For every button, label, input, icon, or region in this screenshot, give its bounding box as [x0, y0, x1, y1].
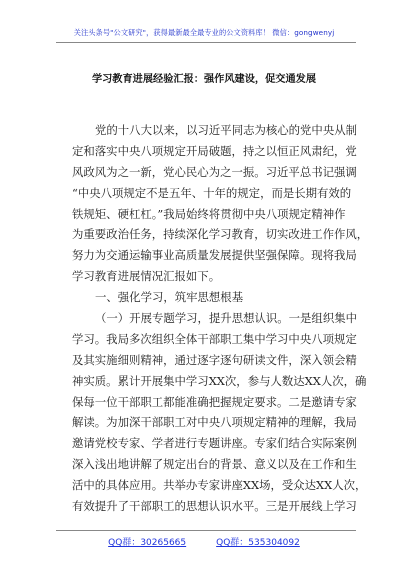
body-line: 神实质。累计开展集中学习XX次，参与人数达XX人次，确	[72, 373, 367, 388]
header-banner: 关注头条号"公文研究"，获得最新最全最专业的公文资料库！ 微信：gongwenyj	[73, 28, 335, 37]
body-line: 解读。为加深干部职工对中央八项规定精神的理解，我局	[72, 415, 357, 430]
document-body	[72, 120, 369, 517]
body-line: 深入浅出地讲解了规定出台的背景、意义以及在工作和生	[72, 457, 357, 472]
body-line: 活中的具体应用。共举办专家讲座XX场，受众达XX人次，	[72, 478, 367, 493]
body-line: 党的十八大以来，以习近平同志为核心的党中央从制	[95, 123, 357, 137]
body-line: 保每一位干部职工都能准确把握规定要求。二是邀请专家	[72, 394, 357, 409]
body-line: “中央八项规定不是五年、十年的规定，而是长期有效的	[72, 185, 352, 200]
body-line: 邀请党校专家、学者进行专题讲座。专家们结合实际案例	[72, 436, 357, 451]
qq-group-link-1[interactable]: QQ群：30265665	[108, 538, 187, 548]
body-line: 学习教育进展情况汇报如下。	[72, 269, 221, 284]
body-line: （一）开展专题学习，提升思想认识。一是组织集中	[95, 311, 357, 326]
body-line: 定和落实中央八项规定开局破题，持之以恒正风肃纪，党	[72, 143, 357, 158]
body-line: 努力为交通运输事业高质量发展提供坚强保障。现将我局	[72, 248, 357, 263]
body-line: 有效提升了干部职工的思想认识水平。三是开展线上学习	[72, 499, 357, 514]
footer-divider	[56, 530, 356, 531]
qq-group-link-2[interactable]: QQ群：535304092	[216, 538, 300, 548]
body-line: 学习。我局多次组织全体干部职工集中学习中央八项规定	[72, 331, 357, 346]
body-line: 及其实施细则精神，通过逐字逐句研读文件，深入领会精	[72, 352, 357, 367]
section-heading: 一、强化学习，筑牢思想根基	[95, 290, 244, 305]
footer-contact	[40, 535, 368, 548]
document-title: 学习教育进展经验汇报：强作风建设，促交通发展	[91, 73, 317, 85]
body-line: 为重要政治任务，持续深化学习教育，切实改进工作作风，	[72, 227, 369, 242]
body-line: 风政风为之一新，党心民心为之一振。习近平总书记强调	[72, 164, 357, 179]
body-line: 铁规矩、硬杠杠。”我局始终将贯彻中央八项规定精神作	[72, 206, 346, 221]
header-divider	[56, 42, 356, 43]
